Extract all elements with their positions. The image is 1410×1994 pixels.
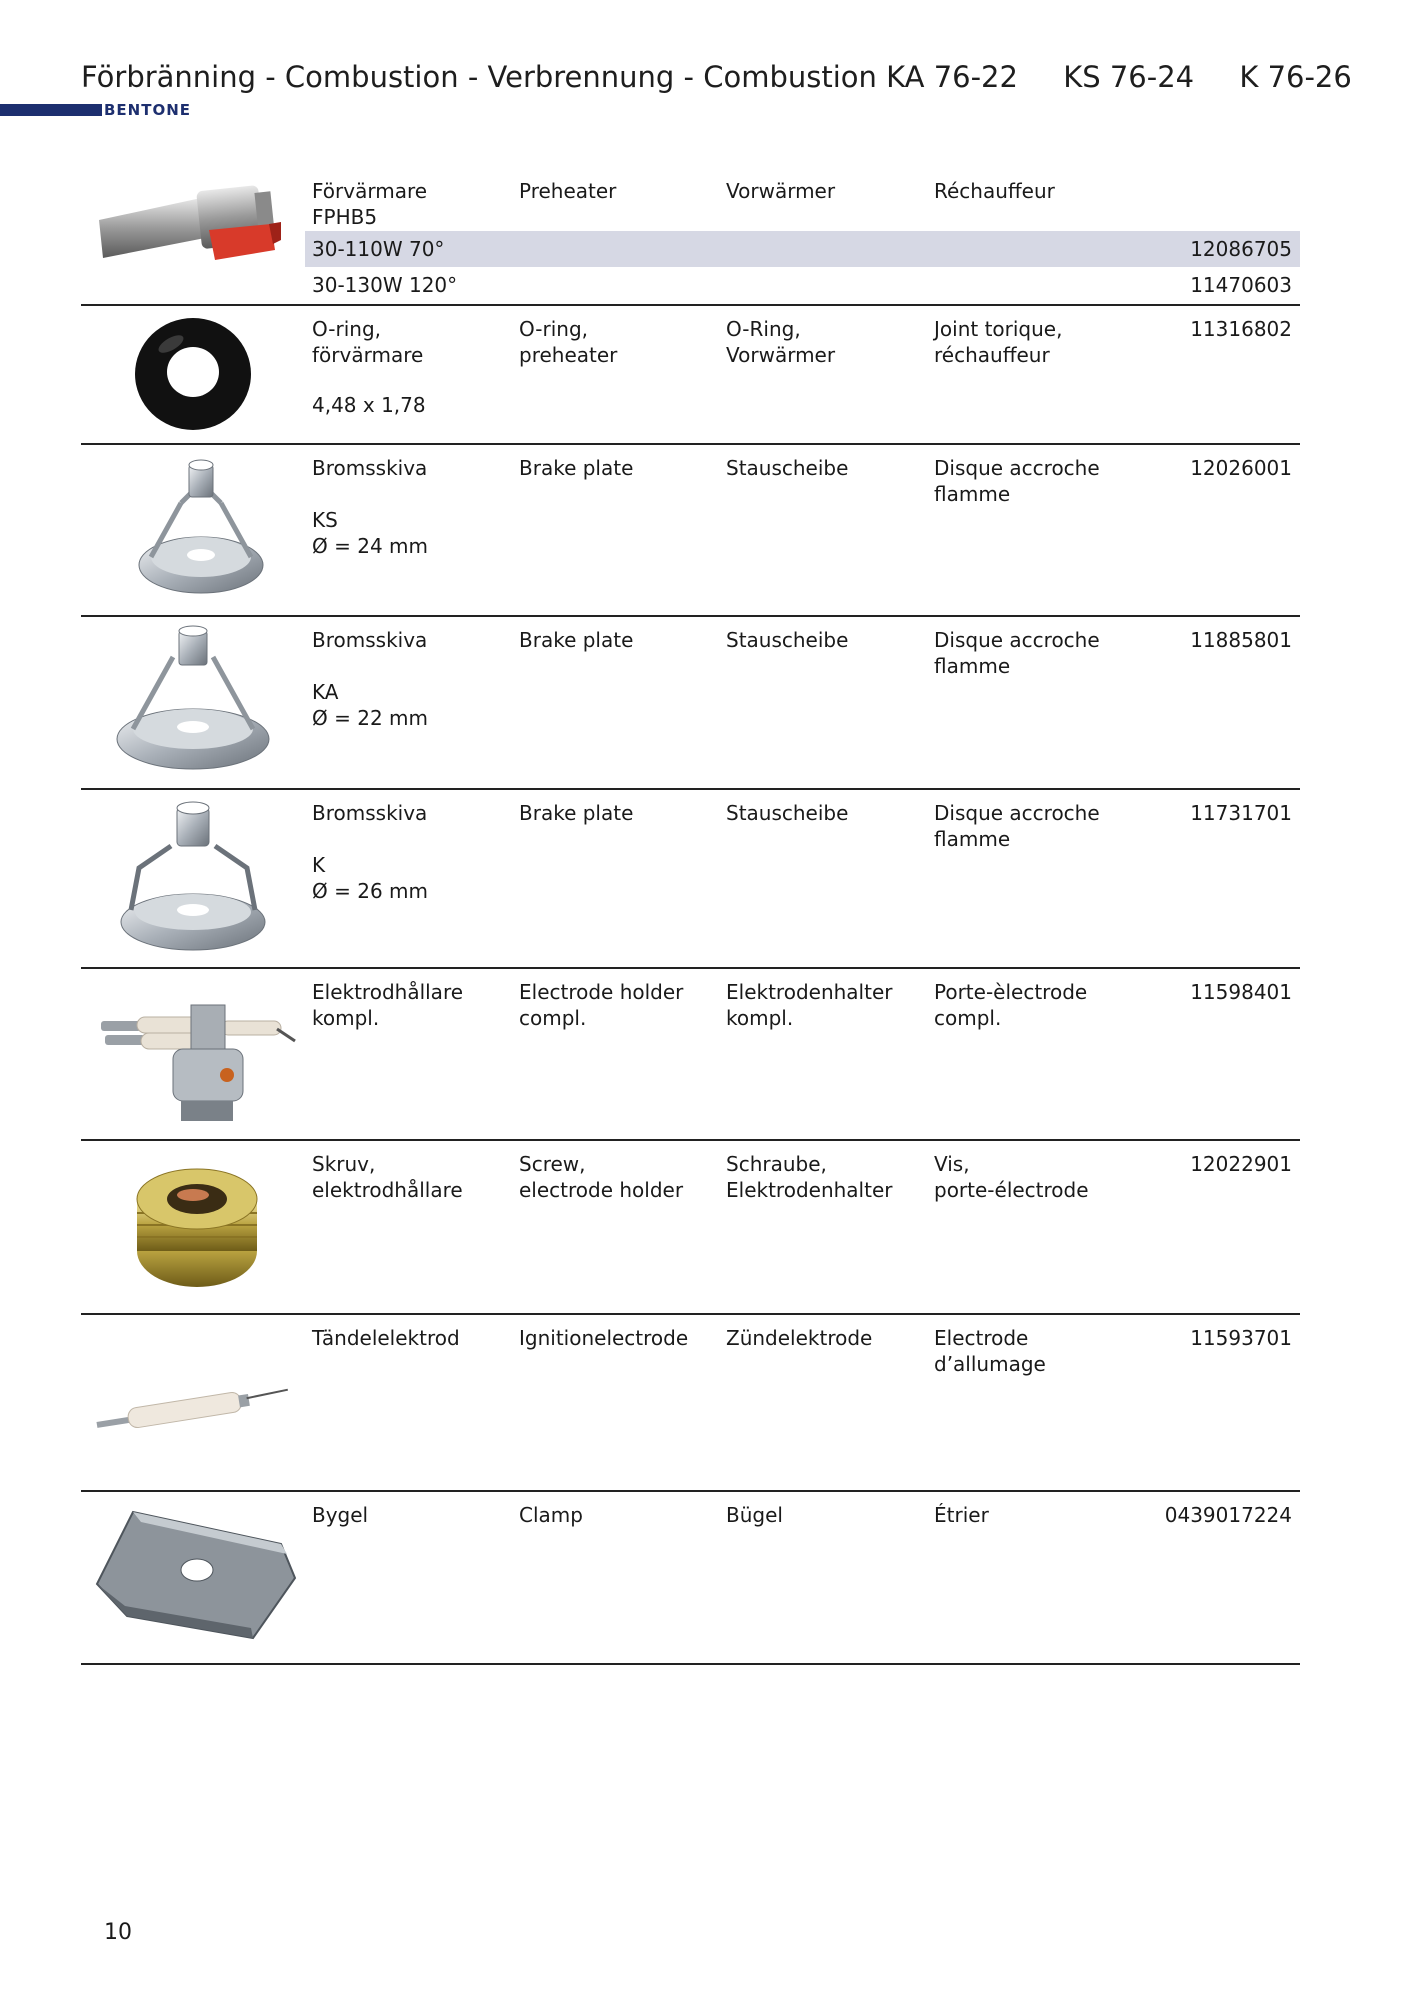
page-number: 10 (104, 1920, 132, 1945)
item-name-fr: Vis, porte-électrode (934, 1152, 1089, 1202)
item-name-sv: O-ring, förvärmare (312, 317, 424, 367)
o-ring-image (81, 306, 301, 440)
item-name-en: Electrode holder compl. (519, 980, 684, 1030)
electrode-holder-image (81, 969, 301, 1133)
item-name-fr: Porte-èlectrode compl. (934, 980, 1088, 1030)
item-name-en: Brake plate (519, 456, 634, 480)
item-name-en: O-ring, preheater (519, 317, 618, 367)
variant-row (305, 267, 1300, 303)
item-name-en: Brake plate (519, 628, 634, 652)
brake-plate-ks-image (81, 445, 301, 614)
item-note: KS Ø = 24 mm (312, 508, 428, 558)
item-name-de: Stauscheibe (726, 801, 849, 825)
item-name-de: Stauscheibe (726, 456, 849, 480)
brake-plate-ka-image (81, 617, 301, 786)
item-name-de: Zündelektrode (726, 1326, 873, 1350)
item-name-sv: Tändelelektrod (312, 1326, 460, 1350)
table-row (81, 445, 1300, 617)
item-name-en: Preheater (519, 179, 617, 203)
item-name-de: Bügel (726, 1503, 783, 1527)
item-name-de: Vorwärmer (726, 179, 836, 203)
variant-label: 30-110W 70° (312, 237, 445, 261)
item-name-sv: Elektrodhållare kompl. (312, 980, 464, 1030)
item-name-fr: Electrode d’allumage (934, 1326, 1046, 1376)
table-row (81, 306, 1300, 445)
item-name-fr: Joint torique, réchauffeur (934, 317, 1063, 367)
table-row (81, 1315, 1300, 1492)
item-name-sv: Bromsskiva (312, 456, 428, 480)
page-title (81, 60, 1352, 94)
item-name-de: Stauscheibe (726, 628, 849, 652)
item-name-en: Brake plate (519, 801, 634, 825)
brand-logo: BENTONE (104, 101, 192, 119)
item-name-fr: Étrier (934, 1503, 989, 1527)
item-name-sv: Skruv, elektrodhållare (312, 1152, 463, 1202)
table-row (81, 1141, 1300, 1315)
article-number: 11593701 (1190, 1326, 1292, 1350)
parts-table (81, 170, 1300, 1665)
page-title-model-ks: KS 76-24 (1063, 60, 1195, 94)
table-row (81, 1492, 1300, 1665)
item-name-fr: Disque accroche flamme (934, 801, 1100, 851)
article-number: 0439017224 (1164, 1503, 1292, 1527)
article-number: 12086705 (1190, 237, 1292, 261)
clamp-image (81, 1492, 301, 1656)
item-name-sv: Bygel (312, 1503, 369, 1527)
article-number: 11470603 (1190, 273, 1292, 297)
item-name-sv: Bromsskiva (312, 801, 428, 825)
item-name-de: Elektrodenhalter kompl. (726, 980, 893, 1030)
table-row (81, 617, 1300, 790)
item-name-sv: Bromsskiva (312, 628, 428, 652)
preheater-image (81, 170, 301, 294)
item-name-sv: Förvärmare FPHB5 (312, 179, 428, 229)
screw-image (81, 1141, 301, 1310)
article-number: 11598401 (1190, 980, 1292, 1004)
brake-plate-k-image (81, 790, 301, 964)
item-note: KA Ø = 22 mm (312, 680, 428, 730)
item-name-en: Screw, electrode holder (519, 1152, 684, 1202)
page-title-main: Förbränning - Combustion - Verbrennung - Combustion KA 76-22 (81, 60, 1018, 94)
item-name-en: Clamp (519, 1503, 583, 1527)
article-number: 11316802 (1190, 317, 1292, 341)
table-row (81, 170, 1300, 306)
item-note: K Ø = 26 mm (312, 853, 428, 903)
item-name-fr: Disque accroche flamme (934, 628, 1100, 678)
table-row (81, 790, 1300, 969)
brand-bar (0, 104, 102, 116)
page-title-model-k: K 76-26 (1239, 60, 1352, 94)
table-row (81, 969, 1300, 1141)
variant-label: 30-130W 120° (312, 273, 458, 297)
item-name-fr: Disque accroche flamme (934, 456, 1100, 506)
article-number: 11885801 (1190, 628, 1292, 652)
article-number: 12022901 (1190, 1152, 1292, 1176)
ignition-electrode-image (81, 1315, 301, 1479)
item-name-de: O-Ring, Vorwärmer (726, 317, 836, 367)
item-note: 4,48 x 1,78 (312, 393, 426, 417)
item-name-fr: Réchauffeur (934, 179, 1055, 203)
article-number: 12026001 (1190, 456, 1292, 480)
item-name-de: Schraube, Elektrodenhalter (726, 1152, 893, 1202)
item-name-en: Ignitionelectrode (519, 1326, 689, 1350)
variant-row (305, 231, 1300, 267)
article-number: 11731701 (1190, 801, 1292, 825)
